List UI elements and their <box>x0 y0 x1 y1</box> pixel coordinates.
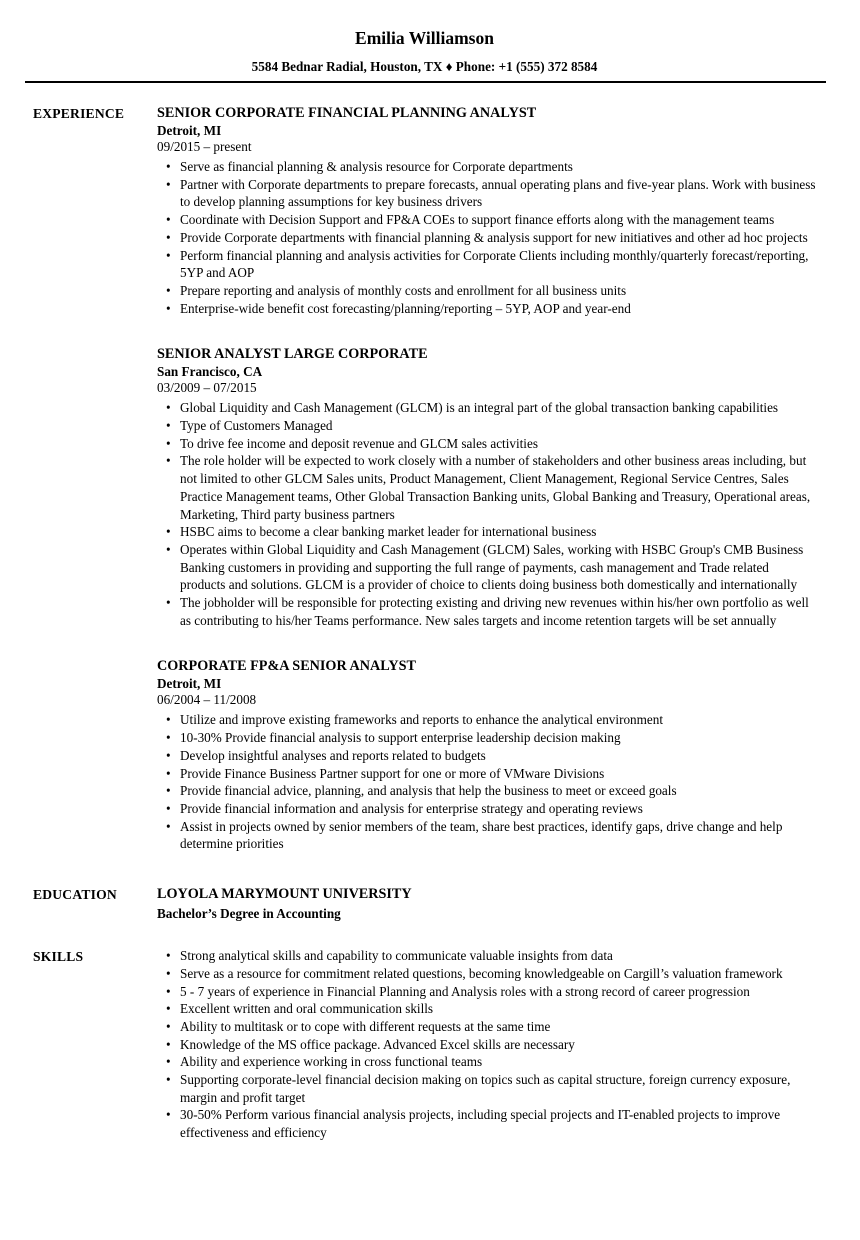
skills-section <box>33 947 816 1142</box>
bullet-item: • Partner with Corporate departments to prepare forecasts, annual operating plans and five-year plans. Work with business to develop planning assumptions for key business drivers <box>157 176 816 211</box>
bullet-item: • Knowledge of the MS office package. Advanced Excel skills are necessary <box>157 1036 816 1054</box>
bullet-item: • Global Liquidity and Cash Management (GLCM) is an integral part of the global transaction banking capabilities <box>157 399 816 417</box>
section-label-experience: EXPERIENCE <box>33 106 125 121</box>
job-bullet-list <box>157 711 816 853</box>
job-bullet-list <box>157 399 816 629</box>
bullet-item: • Serve as financial planning & analysis resource for Corporate departments <box>157 158 816 176</box>
bullet-item: • 5 - 7 years of experience in Financial Planning and Analysis roles with a strong record of career progression <box>157 983 816 1001</box>
job-dates: 09/2015 – present <box>157 139 252 154</box>
bullet-item: • Supporting corporate-level financial decision making on topics such as capital structure, foreign currency exposure, margin and profit target <box>157 1071 816 1106</box>
bullet-item: • Provide Finance Business Partner support for one or more of VMware Divisions <box>157 765 816 783</box>
resume-body <box>33 104 816 1142</box>
skills-bullet-list <box>157 947 816 1142</box>
bullet-item: • Provide financial advice, planning, and analysis that help the business to meet or exceed goals <box>157 782 816 800</box>
bullet-item: • Type of Customers Managed <box>157 417 816 435</box>
bullet-item: • Enterprise-wide benefit cost forecasting/planning/reporting – 5YP, AOP and year-end <box>157 300 816 318</box>
job-entry-2 <box>157 345 816 629</box>
contact-line: 5584 Bednar Radial, Houston, TX ♦ Phone: +1 (555) 372 8584 <box>251 59 598 74</box>
education-content <box>157 885 816 924</box>
job-location: San Francisco, CA <box>157 364 263 380</box>
bullet-item: • 10-30% Provide financial analysis to support enterprise leadership decision making <box>157 729 816 747</box>
bullet-item: • To drive fee income and deposit revenue and GLCM sales activities <box>157 435 816 453</box>
experience-section <box>33 104 816 853</box>
bullet-item: • Excellent written and oral communication skills <box>157 1000 816 1018</box>
bullet-item: • Provide Corporate departments with financial planning & analysis support for new initiatives and other ad hoc projects <box>157 229 816 247</box>
bullet-item: • Perform financial planning and analysis activities for Corporate Clients including monthly/quarterly forecast/reporting, 5YP and AOP <box>157 247 816 282</box>
bullet-item: • Develop insightful analyses and reports related to budgets <box>157 747 816 765</box>
bullet-item: • Operates within Global Liquidity and Cash Management (GLCM) Sales, working with HSBC Group's CMB Business Banking customers in providing and supporting the full range of payments, cash management and Trade related products and solutions. GLCM is a provider of choice to clients doing business both domestically and internationally <box>157 541 816 594</box>
experience-content <box>157 104 816 853</box>
job-title: CORPORATE FP&A SENIOR ANALYST <box>157 658 416 675</box>
bullet-item: • Utilize and improve existing frameworks and reports to enhance the analytical environment <box>157 711 816 729</box>
bullet-item: • HSBC aims to become a clear banking market leader for international business <box>157 523 816 541</box>
job-title: SENIOR ANALYST LARGE CORPORATE <box>157 346 428 363</box>
job-entry-1 <box>157 104 816 317</box>
bullet-item: • Coordinate with Decision Support and FP&A COEs to support finance efforts along with the management teams <box>157 211 816 229</box>
bullet-item: • 30-50% Perform various financial analysis projects, including special projects and IT-enabled projects to improve effectiveness and efficiency <box>157 1106 816 1141</box>
resume-header <box>33 28 816 74</box>
job-dates: 03/2009 – 07/2015 <box>157 380 257 396</box>
bullet-item: • Prepare reporting and analysis of monthly costs and enrollment for all business units <box>157 282 816 300</box>
bullet-item: • Ability to multitask or to cope with different requests at the same time <box>157 1018 816 1036</box>
job-dates: 06/2004 – 11/2008 <box>157 692 257 708</box>
job-entry-3 <box>157 657 816 853</box>
bullet-item: • Serve as a resource for commitment related questions, becoming knowledgeable on Cargill’s valuation framework <box>157 965 816 983</box>
job-location: Detroit, MI <box>157 123 222 138</box>
bullet-item: • Assist in projects owned by senior members of the team, share best practices, identify gaps, drive change and help determine priorities <box>157 818 816 853</box>
bullet-item: • The role holder will be expected to work closely with a number of stakeholders and other business areas including, but not limited to other GLCM Sales units, Product Management, Client Management, Regional Service Centres, Sales Practice Management teams, Other Global Transaction Banking units, Global Banking and Treasury, Operational areas, Marketing, Third party business partners <box>157 452 816 523</box>
bullet-item: • Provide financial information and analysis for enterprise strategy and operating reviews <box>157 800 816 818</box>
job-title: SENIOR CORPORATE FINANCIAL PLANNING ANALYST <box>157 105 537 121</box>
section-label-education: EDUCATION <box>33 887 117 903</box>
bullet-item: • Ability and experience working in cross functional teams <box>157 1053 816 1071</box>
section-label-skills: SKILLS <box>33 949 84 965</box>
education-section <box>33 885 816 924</box>
header-divider <box>25 81 826 83</box>
skills-content <box>157 947 816 1142</box>
job-location: Detroit, MI <box>157 676 222 692</box>
school-name: LOYOLA MARYMOUNT UNIVERSITY <box>157 886 412 903</box>
bullet-item: • Strong analytical skills and capability to communicate valuable insights from data <box>157 947 816 965</box>
job-bullet-list <box>157 158 816 317</box>
bullet-item: • The jobholder will be responsible for protecting existing and driving new revenues within his/her own portfolio as well as contributing to his/her Teams performance. New sales targets and income retention targets will be set annually <box>157 594 816 629</box>
degree-name: Bachelor’s Degree in Accounting <box>157 906 341 922</box>
candidate-name: Emilia Williamson <box>355 28 494 48</box>
